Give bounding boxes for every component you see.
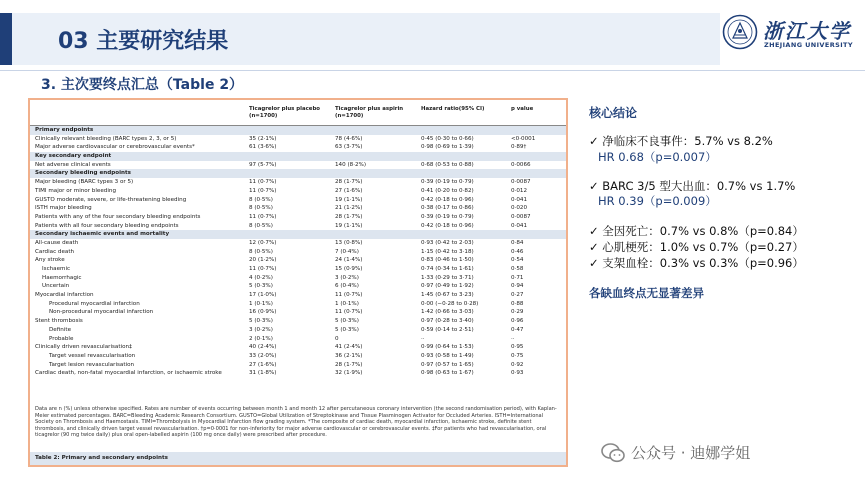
finding-net-adverse-events-hr: HR 0.68（p=0.007） bbox=[598, 150, 717, 164]
table-cell: ·· bbox=[511, 335, 515, 342]
table-row bbox=[30, 143, 566, 152]
column-header: p value bbox=[511, 106, 534, 112]
table-cell: 1 (0·1%) bbox=[335, 300, 359, 307]
table-cell: 78 (4·6%) bbox=[335, 135, 363, 142]
table-cell: 11 (0·7%) bbox=[249, 179, 277, 186]
table-cell: 1·33 (0·29 to 3·71) bbox=[421, 274, 474, 281]
table-cell: 0·29 bbox=[511, 309, 524, 316]
table-row bbox=[30, 256, 566, 265]
table-cell: 0·89† bbox=[511, 144, 527, 151]
finding-net-adverse-events: ✓ 净临床不良事件：5.7% vs 8.2% bbox=[589, 134, 773, 148]
table-cell: 0·93 (0·58 to 1·49) bbox=[421, 352, 474, 359]
table-cell: 0·041 bbox=[511, 222, 528, 229]
table-cell: 0·41 (0·20 to 0·82) bbox=[421, 187, 474, 194]
row-label: Uncertain bbox=[42, 283, 70, 290]
table-row bbox=[30, 369, 566, 384]
column-header: Hazard ratio(95% CI) bbox=[421, 106, 485, 112]
table-cell: 6 (0·4%) bbox=[335, 283, 359, 290]
table-cell: 0·92 bbox=[511, 361, 524, 368]
table-cell: 0·96 bbox=[511, 318, 524, 325]
logo-english-name: ZHEJIANG UNIVERSITY bbox=[764, 41, 853, 49]
table-cell: 28 (1·7%) bbox=[335, 213, 363, 220]
table-cell: 63 (3·7%) bbox=[335, 144, 363, 151]
row-label: Patients with all four secondary bleeding endpoints bbox=[35, 222, 179, 229]
table-cell: 32 (1·9%) bbox=[335, 370, 363, 377]
table-footnote: Data are n (%) unless otherwise specified. Rates are number of events occurring between month 1 and month 12 after percutaneous coronary intervention (the second randomisation period), with Kaplan-Meier estimated percentages. BARC=Bleeding Academic Research Consortium. GUSTO=Global Utilization of Streptokinase and Tissue Plasminogen Activator for Occluded Arteries. ISTH=International Society on Thrombosis and Haemostasis. TIMI=Thrombolysis in Myocardial Infarction flow grading system. *The composite of cardiac death, myocardial infarction, ischaemic stroke, definite stent thrombosis, and clinically driven target vessel revascularisation. †p=0·0001 for non-inferiority for major adverse cardiovascular or cerebrovascular events. ‡For patients who had revascularisation, oral ticagrelor (90 mg twice daily) plus oral open-labelled aspirin (100 mg once daily) were prescribed after procedure. bbox=[35, 406, 557, 438]
table-cell: 0 bbox=[335, 335, 339, 342]
university-seal-icon bbox=[722, 14, 758, 50]
table-cell: 21 (1·2%) bbox=[335, 205, 363, 212]
table-row bbox=[30, 196, 566, 205]
finding-major-bleeding-hr: HR 0.39（p=0.009） bbox=[598, 194, 717, 208]
conclusion-title: 核心结论 bbox=[589, 106, 638, 120]
table-cell: 28 (1·7%) bbox=[335, 179, 363, 186]
table-cell: 0·95 bbox=[511, 344, 524, 351]
row-label: Secondary bleeding endpoints bbox=[35, 170, 131, 177]
table-row bbox=[30, 265, 566, 274]
row-label: Clinically driven revascularisation‡ bbox=[35, 344, 132, 351]
table-cell: 0·39 (0·19 to 0·79) bbox=[421, 213, 474, 220]
table-cell: 11 (0·7%) bbox=[249, 187, 277, 194]
table-row bbox=[30, 239, 566, 248]
table-section-row bbox=[30, 152, 566, 161]
table-cell: 28 (1·7%) bbox=[335, 361, 363, 368]
table-cell: 0·93 bbox=[511, 370, 524, 377]
column-header: Ticagrelor plus aspirin (n=1700) bbox=[335, 106, 404, 119]
table-row bbox=[30, 335, 566, 344]
table-cell: 2 (0·1%) bbox=[249, 335, 273, 342]
table-row bbox=[30, 204, 566, 213]
table-cell: 0·38 (0·17 to 0·86) bbox=[421, 205, 474, 212]
table-caption: Table 2: Primary and secondary endpoints bbox=[30, 452, 566, 465]
table-row bbox=[30, 222, 566, 231]
table-cell: 0·71 bbox=[511, 274, 524, 281]
table-row bbox=[30, 282, 566, 291]
table-row bbox=[30, 352, 566, 361]
table-cell: 31 (1·8%) bbox=[249, 370, 277, 377]
table-cell: 24 (1·4%) bbox=[335, 257, 363, 264]
table-row bbox=[30, 326, 566, 335]
row-label: Stent thrombosis bbox=[35, 318, 83, 325]
table-cell: 0·99 (0·64 to 1·53) bbox=[421, 344, 474, 351]
table-cell: 16 (0·9%) bbox=[249, 309, 277, 316]
table-cell: 5 (0·3%) bbox=[335, 326, 359, 333]
row-label: Clinically relevant bleeding (BARC types 2, 3, or 5) bbox=[35, 135, 177, 142]
table-row bbox=[30, 361, 566, 370]
table-cell: 13 (0·8%) bbox=[335, 239, 363, 246]
table-cell: 61 (3·6%) bbox=[249, 144, 277, 151]
table-section-row bbox=[30, 126, 566, 135]
table-cell: 0·97 (0·49 to 1·92) bbox=[421, 283, 474, 290]
table-cell: 35 (2·1%) bbox=[249, 135, 277, 142]
table-cell: 3 (0·2%) bbox=[249, 326, 273, 333]
row-label: Key secondary endpoint bbox=[35, 153, 112, 160]
row-label: Ischaemic bbox=[42, 266, 71, 272]
table-cell: 0·54 bbox=[511, 257, 524, 264]
table-cell: 0·93 (0·42 to 2·03) bbox=[421, 239, 474, 246]
table-section-row bbox=[30, 230, 566, 239]
table-cell: 12 (0·7%) bbox=[249, 239, 277, 246]
table-cell: 36 (2·1%) bbox=[335, 352, 363, 359]
table-cell: 15 (0·9%) bbox=[335, 266, 363, 272]
table-cell: 1 (0·1%) bbox=[249, 300, 273, 307]
row-label: Haemorrhagic bbox=[42, 274, 82, 281]
table-cell: 5 (0·3%) bbox=[335, 318, 359, 325]
table-cell: 0·94 bbox=[511, 283, 524, 290]
row-label: Major adverse cardiovascular or cerebrovascular events* bbox=[35, 144, 195, 151]
row-label: Non-procedural myocardial infarction bbox=[49, 309, 154, 316]
row-label: GUSTO moderate, severe, or life-threatening bleeding bbox=[35, 196, 187, 203]
row-label: Cardiac death, non-fatal myocardial infarction, or ischaemic stroke bbox=[35, 370, 222, 377]
table-cell: 0·98 (0·63 to 1·67) bbox=[421, 370, 474, 377]
table-cell: 97 (5·7%) bbox=[249, 161, 277, 168]
finding-major-bleeding: ✓ BARC 3/5 型大出血：0.7% vs 1.7% bbox=[589, 179, 796, 193]
results-table-panel bbox=[28, 98, 568, 467]
table-row bbox=[30, 343, 566, 352]
table-cell: 0·0087 bbox=[511, 179, 531, 186]
table-row bbox=[30, 187, 566, 196]
table-cell: 0·97 (0·28 to 3·40) bbox=[421, 318, 474, 325]
table-cell: 0·041 bbox=[511, 196, 528, 203]
row-label: Probable bbox=[49, 335, 74, 342]
table-cell: 0·012 bbox=[511, 187, 528, 194]
table-cell: 0·75 bbox=[511, 352, 524, 359]
section-heading: 3. 主次要终点汇总（Table 2） bbox=[41, 77, 244, 93]
table-row bbox=[30, 300, 566, 309]
table-row bbox=[30, 135, 566, 144]
table-row bbox=[30, 213, 566, 222]
row-label: TIMI major or minor bleeding bbox=[35, 187, 116, 194]
table-cell: 0·39 (0·19 to 0·79) bbox=[421, 179, 474, 186]
table-cell: 8 (0·5%) bbox=[249, 222, 273, 229]
ischaemic-endpoints-note: 各缺血终点无显著差异 bbox=[589, 286, 704, 300]
table-cell: 33 (2·0%) bbox=[249, 352, 277, 359]
column-header: Ticagrelor plus placebo (n=1700) bbox=[249, 106, 321, 119]
table-cell: 0·27 bbox=[511, 292, 524, 299]
table-cell: 0·020 bbox=[511, 205, 528, 212]
table-cell: 8 (0·5%) bbox=[249, 196, 273, 203]
table-row bbox=[30, 274, 566, 283]
table-body bbox=[30, 126, 566, 384]
row-label: Net adverse clinical events bbox=[35, 161, 111, 168]
row-label: Cardiac death bbox=[35, 248, 75, 255]
row-label: Target lesion revascularisation bbox=[49, 361, 135, 368]
table-section-row bbox=[30, 169, 566, 178]
table-cell: ·· bbox=[421, 335, 425, 342]
table-cell: 1·15 (0·42 to 3·18) bbox=[421, 248, 474, 255]
row-label: Primary endpoints bbox=[35, 127, 94, 133]
row-label: All-cause death bbox=[35, 239, 79, 246]
finding-stent-thrombosis: ✓ 支架血栓：0.3% vs 0.3%（p=0.96） bbox=[589, 256, 804, 270]
table-cell: 0·47 bbox=[511, 326, 524, 333]
row-label: Patients with any of the four secondary bleeding endpoints bbox=[35, 213, 201, 220]
table-row bbox=[30, 161, 566, 170]
row-label: ISTH major bleeding bbox=[35, 205, 92, 212]
table-cell: 27 (1·6%) bbox=[335, 187, 363, 194]
table-cell: 0·83 (0·46 to 1·50) bbox=[421, 257, 474, 264]
table-cell: 19 (1·1%) bbox=[335, 196, 363, 203]
logo-name: 浙江大学 bbox=[763, 19, 851, 43]
table-cell: 8 (0·5%) bbox=[249, 248, 273, 255]
table-cell: 11 (0·7%) bbox=[335, 309, 363, 316]
table-cell: 0·00 (−0·28 to 0·28) bbox=[421, 300, 479, 307]
table-cell: 11 (0·7%) bbox=[249, 213, 277, 220]
table-cell: 0·58 bbox=[511, 266, 524, 272]
table-cell: 0·68 (0·53 to 0·88) bbox=[421, 161, 474, 168]
table-cell: 0·88 bbox=[511, 300, 524, 307]
table-row bbox=[30, 317, 566, 326]
table-cell: 8 (0·5%) bbox=[249, 205, 273, 212]
table-cell: 27 (1·6%) bbox=[249, 361, 277, 368]
table-cell: 19 (1·1%) bbox=[335, 222, 363, 229]
table-cell: 0·84 bbox=[511, 239, 524, 246]
table-cell: 3 (0·2%) bbox=[335, 274, 359, 281]
university-logo bbox=[722, 14, 857, 54]
table-cell: 0·98 (0·69 to 1·39) bbox=[421, 144, 474, 151]
row-label: Myocardial infarction bbox=[35, 292, 94, 299]
table-cell: 1·45 (0·67 to 3·23) bbox=[421, 292, 474, 299]
table-cell: 17 (1·0%) bbox=[249, 292, 277, 299]
table-cell: 4 (0·2%) bbox=[249, 274, 273, 281]
table-cell: 0·42 (0·18 to 0·96) bbox=[421, 196, 474, 203]
table-cell: 5 (0·3%) bbox=[249, 283, 273, 290]
table-cell: 41 (2·4%) bbox=[335, 344, 363, 351]
table-cell: 11 (0·7%) bbox=[249, 266, 277, 272]
wechat-chat-icon bbox=[601, 442, 625, 464]
table-cell: 7 (0·4%) bbox=[335, 248, 359, 255]
header-divider bbox=[0, 70, 865, 71]
table-cell: 5 (0·3%) bbox=[249, 318, 273, 325]
row-label: Target vessel revascularisation bbox=[49, 352, 136, 359]
table-cell: 40 (2·4%) bbox=[249, 344, 277, 351]
table-cell: 0·42 (0·18 to 0·96) bbox=[421, 222, 474, 229]
table-cell: 0·74 (0·34 to 1·61) bbox=[421, 266, 474, 272]
table-row bbox=[30, 178, 566, 187]
row-label: Major bleeding (BARC types 3 or 5) bbox=[35, 179, 134, 186]
row-label: Secondary ischaemic events and mortality bbox=[35, 231, 170, 238]
table-cell: 0·0087 bbox=[511, 213, 531, 220]
finding-myocardial-infarction: ✓ 心肌梗死：1.0% vs 0.7%（p=0.27） bbox=[589, 240, 804, 254]
table-cell: 0·46 bbox=[511, 248, 524, 255]
table-row bbox=[30, 248, 566, 257]
table-cell: 0·97 (0·57 to 1·65) bbox=[421, 361, 474, 368]
row-label: Definite bbox=[49, 326, 72, 333]
header-accent bbox=[0, 13, 12, 65]
table-cell: 140 (8·2%) bbox=[335, 161, 367, 168]
table-row bbox=[30, 291, 566, 300]
table-cell: 1·42 (0·66 to 3·03) bbox=[421, 309, 474, 316]
table-cell: 20 (1·2%) bbox=[249, 257, 277, 264]
table-cell: <0·0001 bbox=[511, 135, 536, 142]
row-label: Procedural myocardial infarction bbox=[49, 300, 140, 307]
finding-all-cause-death: ✓ 全因死亡：0.7% vs 0.8%（p=0.84） bbox=[589, 224, 804, 238]
watermark-text: 公众号 · 迪娜学姐 bbox=[631, 444, 751, 462]
table-row bbox=[30, 308, 566, 317]
table-cell: 0·45 (0·30 to 0·66) bbox=[421, 135, 474, 142]
table-cell: 0·0066 bbox=[511, 161, 531, 168]
table-cell: 11 (0·7%) bbox=[335, 292, 363, 299]
row-label: Any stroke bbox=[35, 257, 65, 264]
table-header bbox=[30, 100, 566, 126]
table-cell: 0·59 (0·14 to 2·51) bbox=[421, 326, 474, 333]
slide-title: 03 主要研究结果 bbox=[58, 29, 229, 54]
